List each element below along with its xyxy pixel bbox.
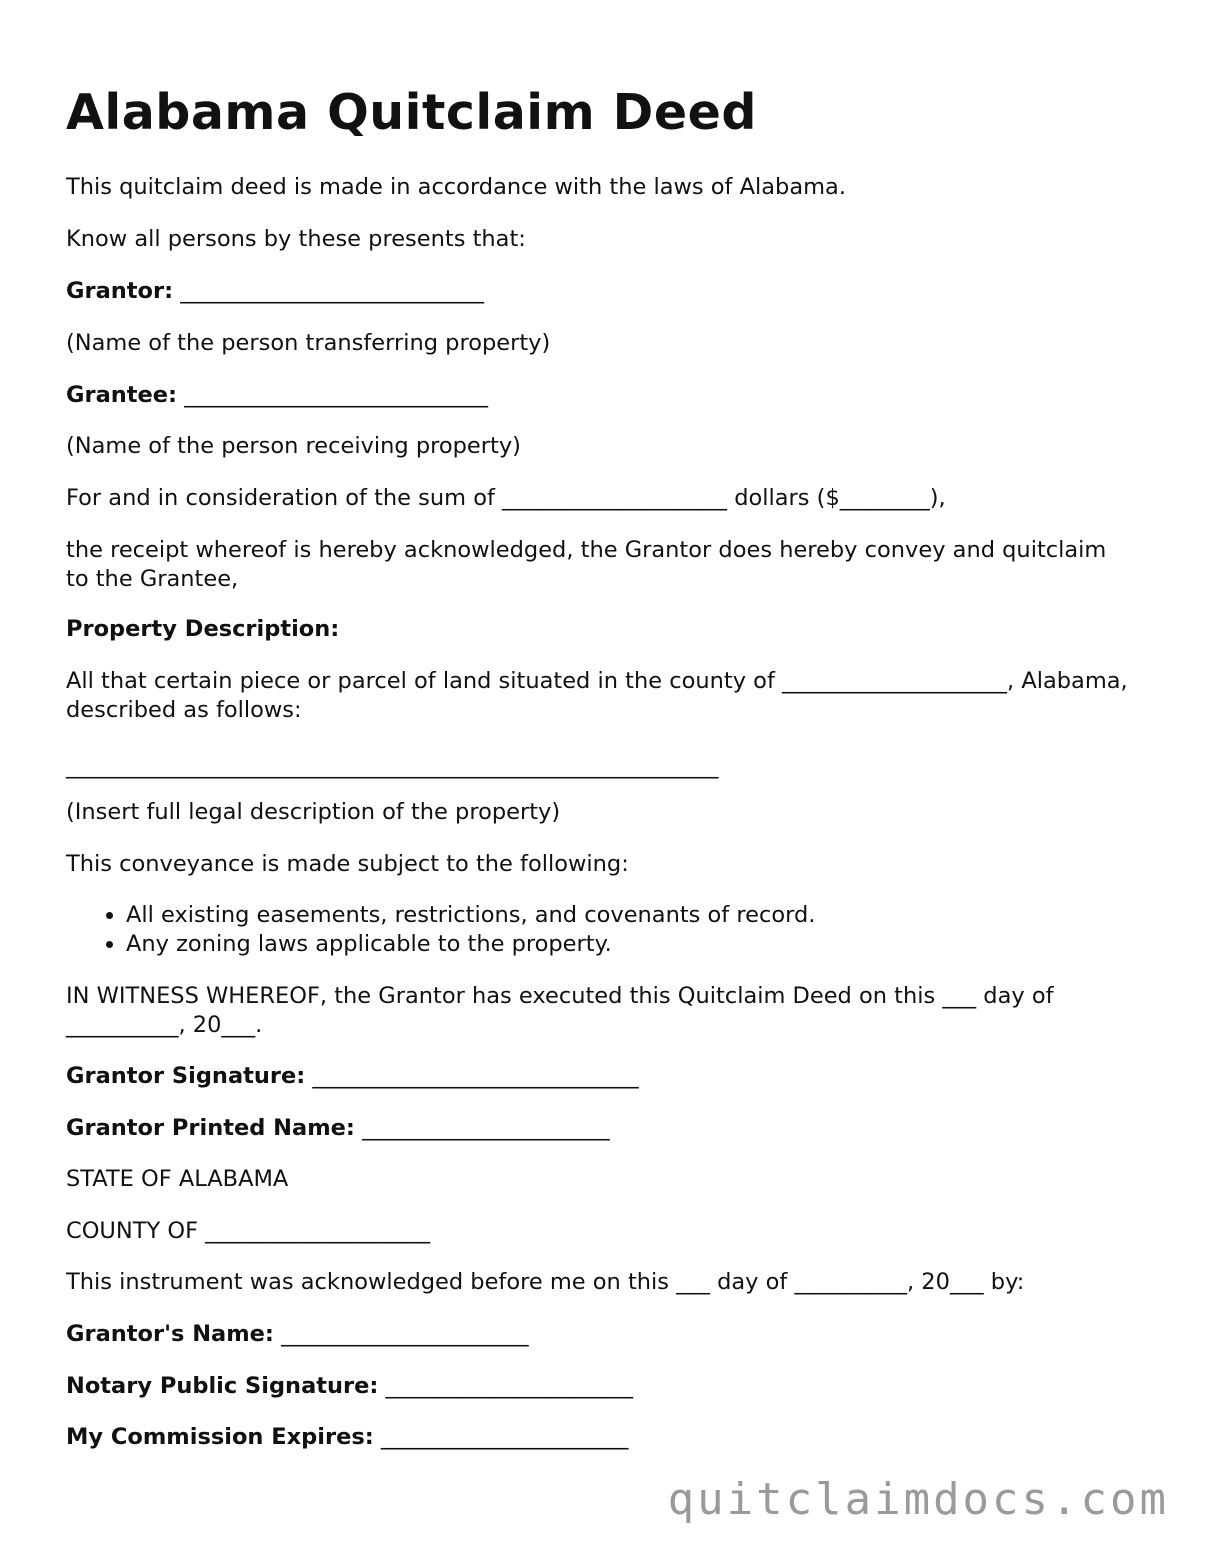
witness-text: IN WITNESS WHEREOF, the Grantor has executed this Quitclaim Deed on this ___ day of __________, 20___. bbox=[66, 983, 1054, 1038]
acknowledged-text: This instrument was acknowledged before me on this ___ day of __________, 20___ by: bbox=[66, 1269, 1025, 1295]
legal-note: (Insert full legal description of the property) bbox=[66, 799, 561, 825]
grantors-name-blank: ______________________ bbox=[281, 1321, 529, 1347]
grantor-note: (Name of the person transferring property) bbox=[66, 330, 551, 356]
subject-text: This conveyance is made subject to the following: bbox=[66, 851, 629, 877]
grantor-signature-blank: _____________________________ bbox=[312, 1063, 639, 1089]
commission-line bbox=[66, 1423, 628, 1452]
grantor-line bbox=[66, 277, 484, 306]
grantors-name-label: Grantor's Name: bbox=[66, 1321, 274, 1347]
commission-label: My Commission Expires: bbox=[66, 1424, 374, 1450]
receipt-text: the receipt whereof is hereby acknowledged, the Grantor does hereby convey and quitclaim to the Grantee, bbox=[66, 537, 1107, 592]
conditions-list bbox=[66, 901, 1136, 959]
document-title: Alabama Quitclaim Deed bbox=[66, 84, 757, 141]
list-item: • All existing easements, restrictions, and covenants of record. bbox=[126, 901, 1136, 930]
state-text: STATE OF ALABAMA bbox=[66, 1166, 289, 1192]
know-text: Know all persons by these presents that: bbox=[66, 226, 526, 252]
grantor-blank: ___________________________ bbox=[180, 278, 484, 304]
grantor-signature-line bbox=[66, 1062, 639, 1091]
notary-signature-label: Notary Public Signature: bbox=[66, 1373, 379, 1399]
notary-signature-line bbox=[66, 1372, 633, 1401]
notary-signature-blank: ______________________ bbox=[385, 1373, 634, 1399]
property-heading: Property Description: bbox=[66, 616, 340, 642]
legal-description-blank: __________________________________________________________ bbox=[66, 753, 719, 779]
county-text: COUNTY OF ____________________ bbox=[66, 1218, 431, 1244]
brand-watermark: quitclaimdocs.com bbox=[667, 1474, 1169, 1525]
commission-blank: ______________________ bbox=[380, 1424, 629, 1450]
intro-text: This quitclaim deed is made in accordance with the laws of Alabama. bbox=[66, 174, 846, 200]
grantors-name-line bbox=[66, 1320, 529, 1349]
grantee-line bbox=[66, 381, 488, 410]
grantee-note: (Name of the person receiving property) bbox=[66, 433, 521, 459]
land-text: All that certain piece or parcel of land situated in the county of ____________________, Alabama, described as follows: bbox=[66, 668, 1128, 723]
grantor-signature-label: Grantor Signature: bbox=[66, 1063, 306, 1089]
grantor-printed-blank: ______________________ bbox=[362, 1115, 610, 1141]
grantor-label: Grantor: bbox=[66, 278, 174, 304]
list-item: • Any zoning laws applicable to the property. bbox=[126, 930, 1136, 959]
grantor-printed-label: Grantor Printed Name: bbox=[66, 1115, 355, 1141]
consideration-text: For and in consideration of the sum of ____________________ dollars ($________), bbox=[66, 485, 946, 511]
grantee-label: Grantee: bbox=[66, 382, 178, 408]
grantor-printed-line bbox=[66, 1114, 610, 1143]
grantee-blank: ___________________________ bbox=[184, 382, 488, 408]
